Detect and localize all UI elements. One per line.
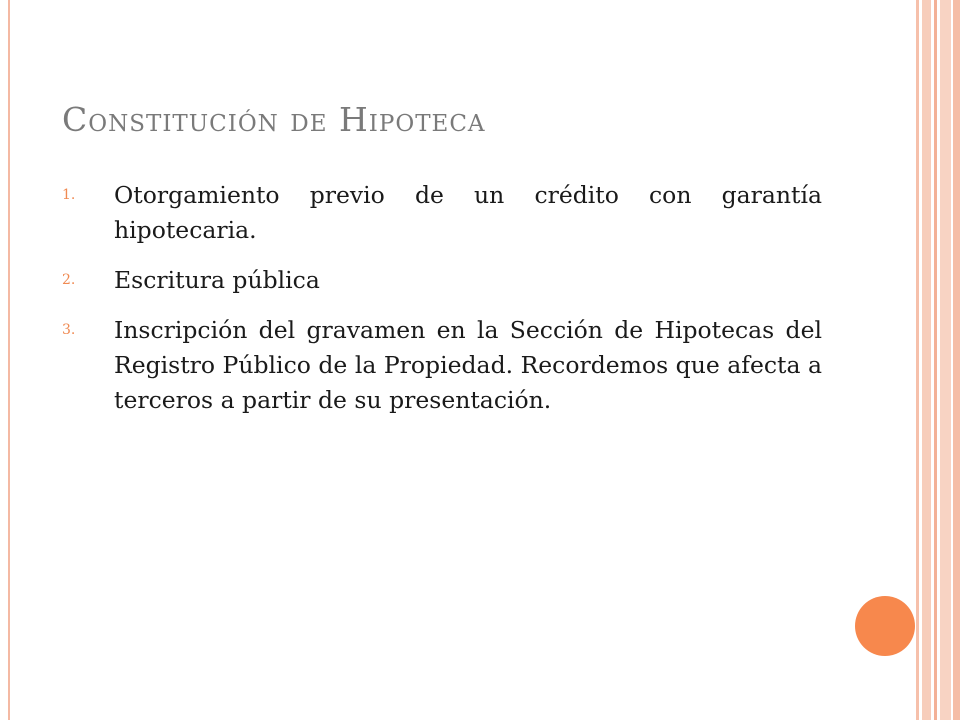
- left-frame-line: [8, 0, 10, 720]
- list-item: [62, 178, 822, 248]
- decorative-circle: [855, 596, 915, 656]
- list-item: [62, 263, 822, 298]
- list-item-number: 3.: [62, 322, 76, 338]
- slide-title: Constitución de Hipoteca: [62, 100, 486, 139]
- list-item-text: Otorgamiento previo de un crédito con garantía hipotecaria.: [114, 181, 822, 244]
- decorative-stripe: [940, 0, 951, 720]
- decorative-stripe: [934, 0, 937, 720]
- list-item-text: Inscripción del gravamen en la Sección de Hipotecas del Registro Público de la Propiedad. Recordemos que afecta a terceros a partir de su presentación.: [114, 316, 822, 414]
- decorative-stripe: [916, 0, 919, 720]
- list-item-number: 1.: [62, 187, 76, 203]
- list-item-text: Escritura pública: [114, 266, 320, 294]
- decorative-stripe: [922, 0, 931, 720]
- list-item-number: 2.: [62, 272, 76, 288]
- list-item: [62, 313, 822, 418]
- decorative-stripe: [953, 0, 960, 720]
- numbered-list: [62, 178, 822, 433]
